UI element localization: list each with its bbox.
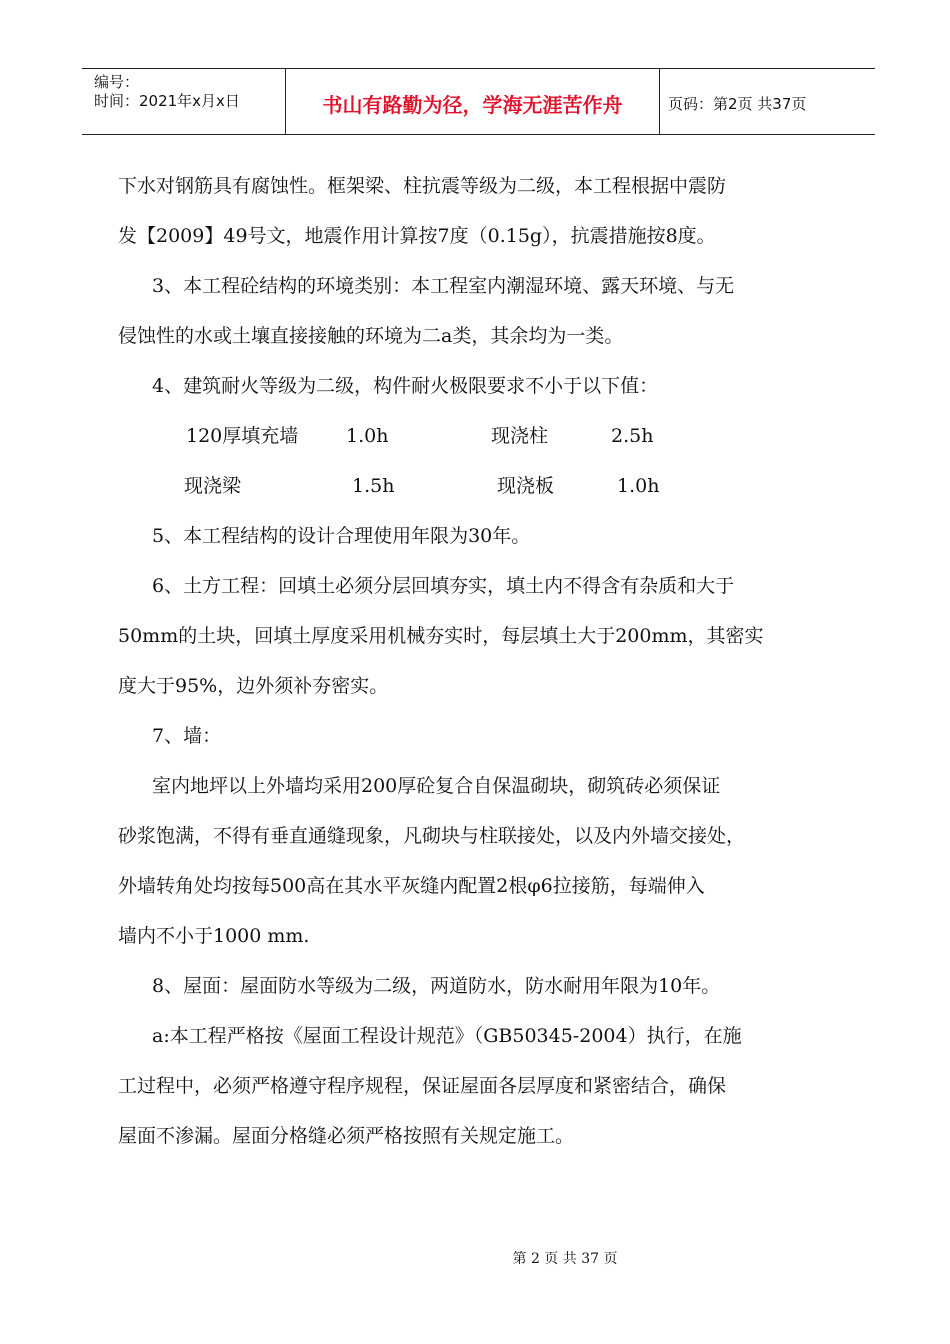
table-cell: 1.0h <box>617 475 660 497</box>
paragraph-line: 外墙转角处均按每500高在其水平灰缝内配置2根φ6拉接筋，每端伸入 <box>118 875 705 897</box>
paragraph-line: 50mm的土块，回填土厚度采用机械夯实时，每层填土大于200mm，其密实 <box>118 625 764 647</box>
time-label: 时间：2021年x月x日 <box>94 92 240 110</box>
table-cell: 120厚填充墙 <box>186 425 299 447</box>
paragraph-line: 砂浆饱满，不得有垂直通缝现象，凡砌块与柱联接处，以及内外墙交接处， <box>118 825 746 847</box>
fire-table-row <box>118 466 838 516</box>
paragraph-line: 工过程中，必须严格遵守程序规程，保证屋面各层厚度和紧密结合，确保 <box>118 1075 727 1097</box>
paragraph-line: 室内地坪以上外墙均采用200厚砼复合自保温砌块，砌筑砖必须保证 <box>152 775 721 797</box>
paragraph-line: 发【2009】49号文，地震作用计算按7度（0.15g），抗震措施按8度。 <box>118 225 716 247</box>
paragraph-line: 墙内不小于1000 mm. <box>118 925 310 947</box>
number-label: 编号： <box>94 73 140 91</box>
table-cell: 现浇板 <box>497 475 555 497</box>
paragraph-line: 7、墙： <box>152 725 222 747</box>
table-cell: 2.5h <box>611 425 654 447</box>
paragraph-line: 度大于95%，边外须补夯密实。 <box>118 675 389 697</box>
page-footer <box>0 1248 950 1268</box>
paragraph-line: 侵蚀性的水或土壤直接接触的环境为二a类，其余均为一类。 <box>118 325 624 347</box>
paragraph-line: 8、屋面：屋面防水等级为二级，两道防水，防水耐用年限为10年。 <box>152 975 721 997</box>
document-body <box>118 166 838 1166</box>
fire-table-row <box>118 416 838 466</box>
footer-page-number: 第 2 页 共 37 页 <box>512 1251 618 1267</box>
paragraph-line: 5、本工程结构的设计合理使用年限为30年。 <box>152 525 531 547</box>
paragraph-line: 屋面不渗漏。屋面分格缝必须严格按照有关规定施工。 <box>118 1125 575 1147</box>
table-cell: 现浇梁 <box>184 475 242 497</box>
paragraph-line: 3、本工程砼结构的环境类别：本工程室内潮湿环境、露天环境、与无 <box>152 275 735 297</box>
paragraph-line: 下水对钢筋具有腐蚀性。框架梁、柱抗震等级为二级，本工程根据中震防 <box>118 175 727 197</box>
table-cell: 1.0h <box>346 425 389 447</box>
header-meta <box>82 69 286 134</box>
page-header <box>82 68 875 135</box>
paragraph-line: a:本工程严格按《屋面工程设计规范》（GB50345-2004）执行，在施 <box>152 1025 742 1047</box>
table-cell: 现浇柱 <box>491 425 549 447</box>
header-motto: 书山有路勤为径，学海无涯苦作舟 <box>286 69 660 134</box>
paragraph-line: 6、土方工程：回填土必须分层回填夯实，填土内不得含有杂质和大于 <box>152 575 735 597</box>
table-cell: 1.5h <box>352 475 395 497</box>
paragraph-line: 4、建筑耐火等级为二级，构件耐火极限要求不小于以下值： <box>152 375 659 397</box>
header-page-label: 页码：第2页 共37页 <box>668 95 807 113</box>
